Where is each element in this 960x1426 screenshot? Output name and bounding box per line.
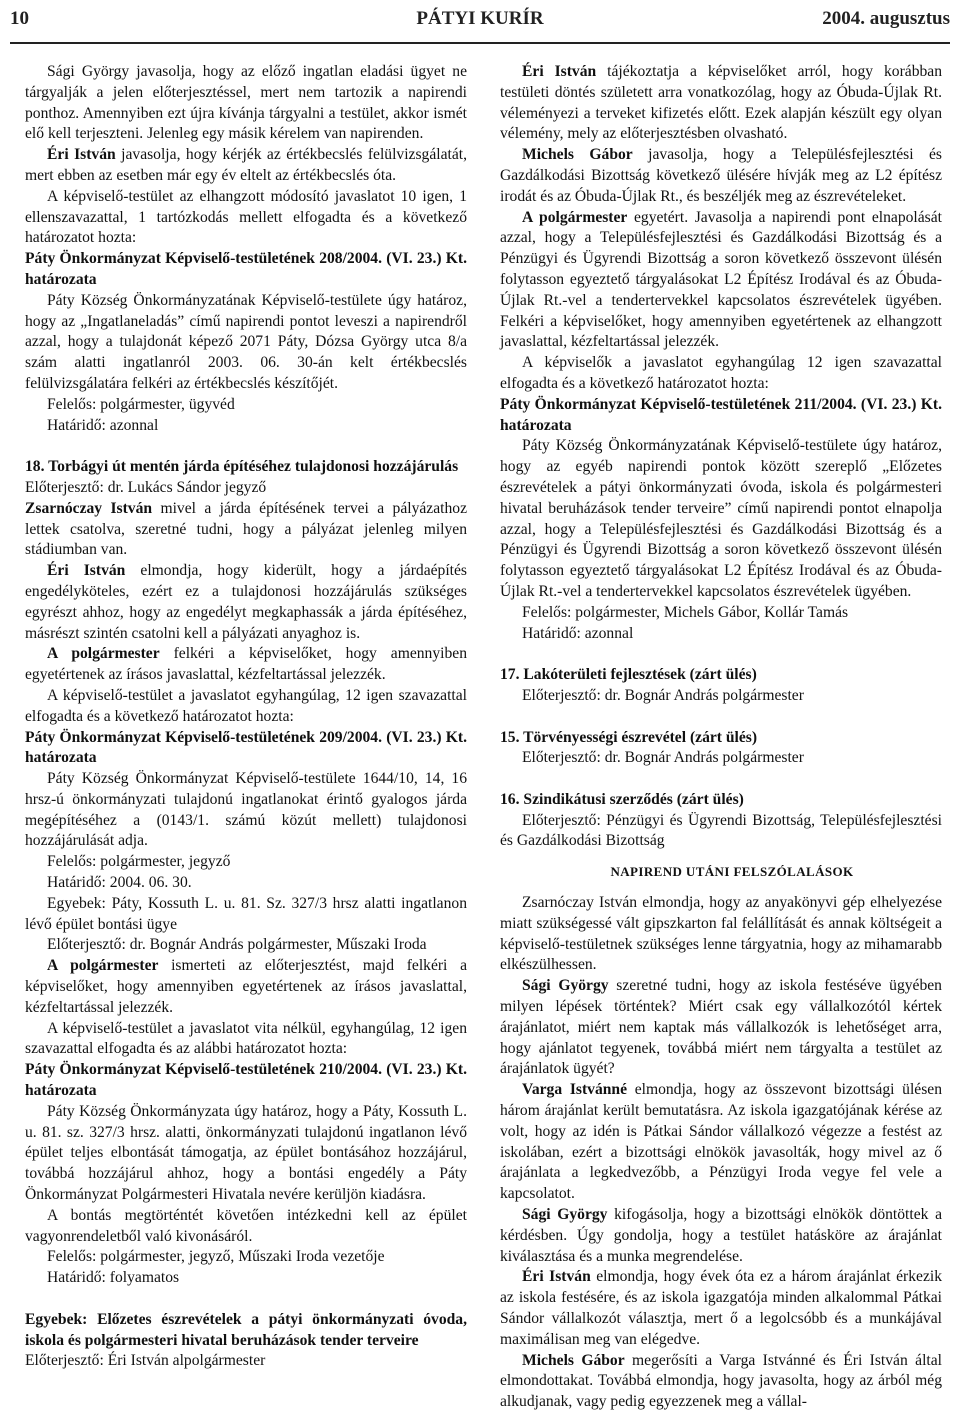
agenda-item-title: 15. Törvényességi észrevétel (zárt ülés) — [500, 728, 758, 746]
speaker-name: Sági György — [522, 977, 609, 995]
paragraph: A polgármester felkéri a képviselőket, hogy amennyiben egyetértenek az írásos javaslattal, kézfeltartással jelezzék. — [25, 645, 467, 684]
responsible: Felelős: polgármester, jegyző, Műszaki Iroda vezetője — [47, 1248, 385, 1266]
paragraph: A bontás megtörténtét követően intézkedni kell az épület vagyonrendeletből való kivonásáról. — [25, 1206, 467, 1245]
presenter: Előterjesztő: Pénzügyi és Ügyrendi Bizottság, Településfejlesztési és Gazdálkodási Bizottság — [500, 811, 942, 850]
responsible: Felelős: polgármester, jegyző — [47, 853, 231, 871]
resolution-text: Páty Község Önkormányzata úgy határoz, hogy a Páty, Kossuth L. u. 81. sz. 327/3 hrsz. alatti, önkormányzati tulajdonú ingatlanon lévő épület teljes elbontását támogatja, az épület bontásához hozzájárul, továbbá hozzájárul ahhoz, hogy a bontási engedély a Páty Önkormányzat Polgármesteri Hivatala nevére kerüljön kiadásra. — [25, 1102, 467, 1204]
paragraph: Sági György szeretné tudni, hogy az iskola festéséve ügyében milyen lépések történtek? Miért csak egy vállalkozótól kértek árajánlatot, miért nem kaptak más vállalkozók is lehetőséget arra, hogy ajánlatot tegyenek, továbbá miért nem tárgyalta a testület az árajánlatok ügyét? — [500, 977, 942, 1078]
speaker-name: Zsarnóczay István — [25, 499, 153, 517]
presenter: Előterjesztő: dr. Lukács Sándor jegyző — [25, 478, 267, 496]
paragraph: Egyebek: Páty, Kossuth L. u. 81. Sz. 327/3 hrsz alatti ingatlanon lévő épület bontási ügye — [25, 894, 467, 933]
speaker-name: Varga Istvánné — [522, 1081, 628, 1099]
paragraph: Éri István tájékoztatja a képviselőket arról, hogy korábban testületi döntés született arra vonatkozólag, hogy az Óbuda-Újlak Rt. véleményezi a terveket kifizetés előtt. Ezek alapján készült egy olyan vélemény, mely az előterjesztésben olvasható. — [500, 63, 943, 143]
agenda-item-title: 17. Lakóterületi fejlesztések (zárt ülés) — [500, 666, 757, 684]
paragraph: Zsarnóczay István elmondja, hogy az anyakönyvi gép elhelyezése miatt szükségessé vált gipszkarton fal felállítását és annak költségeit a képviselő-testületnek szükséges lenne tárgyatnia, hogy az mihamarabb elkészülhessen. — [500, 894, 942, 974]
deadline: Határidő: folyamatos — [47, 1269, 180, 1287]
header-rule — [10, 42, 950, 44]
speaker-name: Michels Gábor — [522, 146, 633, 164]
paragraph: A polgármester egyetért. Javasolja a napirendi pont elnapolását azzal, hogy a Településfejlesztési és Gazdálkodási Bizottság és a Pénzügyi és Ügyrendi Bizottság a soron következő összevont ülésén folytasson egyeztető tárgyalásokat L2 Építész Irodával és az Óbuda-Újlak Rt.-vel a tendertervekkel kapcsolatos észrevételek ügyében. Felkéri a képviselőket, hogy amennyiben egyetértenek az elhangzott javaslattal, kézfeltartással jelezzék. — [500, 208, 942, 351]
newspaper-title: PÁTYI KURÍR — [416, 8, 544, 29]
paragraph: A képviselők a javaslatot egyhangúlag 12 igen szavazattal elfogadta és a következő határozatot hozta: — [500, 354, 942, 392]
presenter: Előterjesztő: Éri István alpolgármester — [25, 1352, 266, 1370]
left-column — [25, 62, 467, 1372]
paragraph: Éri István elmondja, hogy kiderült, hogy a járdaépítés engedélyköteles, ezért ez a tulajdonosi hozzájárulás szükséges egyrészt ahhoz, hogy az engedélyt megkaphassák a járda építéséhez, másrészt szintén csatolni kell a pályázati anyaghoz is. — [25, 562, 467, 642]
deadline: Határidő: azonnal — [47, 416, 159, 434]
speaker-name: A polgármester — [47, 957, 159, 975]
paragraph: A képviselő-testület az elhangzott módosító javaslatot 10 igen, 1 ellenszavazattal, 1 tartózkodás mellett elfogadta és a következő határozatot hozta: — [25, 187, 467, 247]
deadline: Határidő: 2004. 06. 30. — [47, 874, 192, 892]
paragraph: Varga Istvánné elmondja, hogy az összevont bizottsági ülésen három árajánlat került bemutatásra. Az iskola igazgatójának kérése az volt, hogy az idén is Pátkai Sándor vállalkozó végezze a festést az iskolában, ezért a bizottsági elnökök javasolták, hogy mivel az ő árajánlata a legkedvezőbb, a Pénzügyi Iroda vegye fel vele a kapcsolatot. — [500, 1081, 942, 1203]
paragraph: Sági György kifogásolja, hogy a bizottsági elnökök döntöttek a kérdésben. Úgy gondolja, hogy a testület hatásköre az árajánlat kiválasztása és a munka megrendelése. — [500, 1206, 942, 1265]
agenda-item-title: 18. Torbágyi út mentén járda építéséhez tulajdonosi hozzájárulás — [25, 458, 459, 476]
paragraph: A képviselő-testület a javaslatot egyhangúlag, 12 igen szavazattal elfogadta és a következő határozatot hozta: — [25, 686, 467, 725]
issue-date: 2004. augusztus — [822, 8, 950, 29]
paragraph: A polgármester ismerteti az előterjesztést, majd felkéri a képviselőket, hogy amennyiben egyetértenek az írásos javaslattal, kézfeltartással jelezzék. — [25, 957, 467, 1016]
speaker-name: A polgármester — [47, 645, 160, 663]
agenda-item-title: Egyebek: Előzetes észrevételek a pátyi önkormányzati óvoda, iskola és polgármesteri hivatal beruházások tender terveire — [25, 1310, 467, 1349]
paragraph: Sági György javasolja, hogy az előző ingatlan eladási ügyet ne tárgyalják a jelen előterjesztéssel, mert nem tartozik a napirendi ponthoz. Amennyiben ezt újra kívánja tárgyalni a testület, akkor ismét elő kell terjeszteni. Jelenleg egy másik kérelem van napirenden. — [25, 63, 467, 143]
paragraph: A képviselő-testület a javaslatot vita nélkül, egyhangúlag, 12 igen szavazattal elfogadta és az alábbi határozatot hozta: — [25, 1019, 467, 1058]
speaker-name: Éri István — [522, 63, 597, 80]
presenter: Előterjesztő: dr. Bognár András polgármester — [522, 749, 804, 767]
speaker-name: Éri István — [47, 146, 116, 164]
responsible: Felelős: polgármester, ügyvéd — [47, 395, 235, 413]
speaker-name: Michels Gábor — [522, 1351, 625, 1369]
page-number: 10 — [10, 8, 29, 29]
presenter: Előterjesztő: dr. Bognár András polgármester, Műszaki Iroda — [47, 936, 427, 954]
paragraph: Éri István elmondja, hogy évek óta ez a három árajánlat érkezik az iskola festésére, és az iskola igazgatója minden alkalommal Pátkai Sándor vállalkozót választja, mert ő a legolcsóbb és a munkájával maximálisan meg van elégedve. — [500, 1268, 942, 1348]
agenda-item-title: 16. Szindikátusi szerződés (zárt ülés) — [500, 790, 744, 808]
paragraph: Michels Gábor javasolja, hogy a Településfejlesztési és Gazdálkodási Bizottság következő ülésére hívják meg az L2 építész irodát és az Óbuda-Újlak Rt., és beszéljék meg az észrevételeket. — [500, 146, 942, 205]
speaker-name: Éri István — [522, 1268, 591, 1286]
resolution-text: Páty Község Önkormányzatának Képviselő-testülete úgy határoz, hogy az „Ingatlaneladás” című napirendi pontot leveszi a napirendről azzal, hogy a tulajdonát képező 2071 Páty, Dózsa György utca 8/a szám alatti ingatlanról 2003. 06. 30-án kelt értékbecslés felülvizsgálatára felkéri az értékbecslés készítőjét. — [25, 291, 467, 392]
deadline: Határidő: azonnal — [522, 624, 634, 642]
resolution-text: Páty Község Önkormányzatának Képviselő-testülete úgy határoz, hogy az egyéb napirendi pontok között szereplő „Előzetes észrevételek a pátyi önkormányzati óvoda, iskola és polgármesteri hivatal beruházások tender terveire” című napirendi pontot elnapolja azzal, hogy a Településfejlesztési és Gazdálkodási Bizottság és a Pénzügyi és Ügyrendi Bizottság a soron következő összevont ülésén folytasson egyeztető tárgyalásokat L2 Építész Irodával és az Óbuda-Újlak Rt.-vel a tendertervekkel kapcsolatos észrevételek ügyében. — [500, 437, 942, 600]
resolution-title: Páty Önkormányzat Képviselő-testületének 211/2004. (VI. 23.) Kt. határozata — [500, 395, 942, 434]
presenter: Előterjesztő: dr. Bognár András polgármester — [522, 686, 804, 704]
paragraph: Michels Gábor megerősíti a Varga Istvánné és Éri István által elmondottakat. Továbbá elmondja, hogy javasolta, hogy az árból még alkudjanak, vagy pedig egyezzenek meg a vállal- — [500, 1351, 942, 1411]
responsible: Felelős: polgármester, Michels Gábor, Kollár Tamás — [522, 603, 849, 621]
right-column — [500, 62, 942, 1413]
speaker-name: A polgármester — [522, 208, 628, 226]
resolution-title: Páty Önkormányzat Képviselő-testületének 210/2004. (VI. 23.) Kt. határozata — [25, 1061, 467, 1100]
paragraph: Zsarnóczay István mivel a járda építésének tervei a pályázathoz lettek csatolva, szeretné tudni, hogy a pályázat jelenleg milyen stádiumban van. — [25, 499, 468, 559]
resolution-text: Páty Község Önkormányzat Képviselő-testülete 1644/10, 14, 16 hrsz-ú önkormányzati tulajdonú ingatlanokat érintő gyalogos járda megépítéséhez a (0143/1. számú közút mellett) tulajdonosi hozzájárulását adja. — [25, 770, 467, 850]
section-title: NAPIREND UTÁNI FELSZÓLALÁSOK — [610, 864, 854, 880]
page-header — [10, 8, 950, 46]
resolution-title: Páty Önkormányzat Képviselő-testületének 209/2004. (VI. 23.) Kt. határozata — [25, 728, 467, 767]
paragraph: Éri István javasolja, hogy kérjék az értékbecslés felülvizsgálatát, mert ebben az esetben már egy év eltelt az értékbecslés óta. — [25, 146, 467, 184]
speaker-name: Éri István — [47, 562, 126, 580]
speaker-name: Sági György — [522, 1206, 608, 1224]
resolution-title: Páty Önkormányzat Képviselő-testületének 208/2004. (VI. 23.) Kt. határozata — [25, 250, 467, 288]
